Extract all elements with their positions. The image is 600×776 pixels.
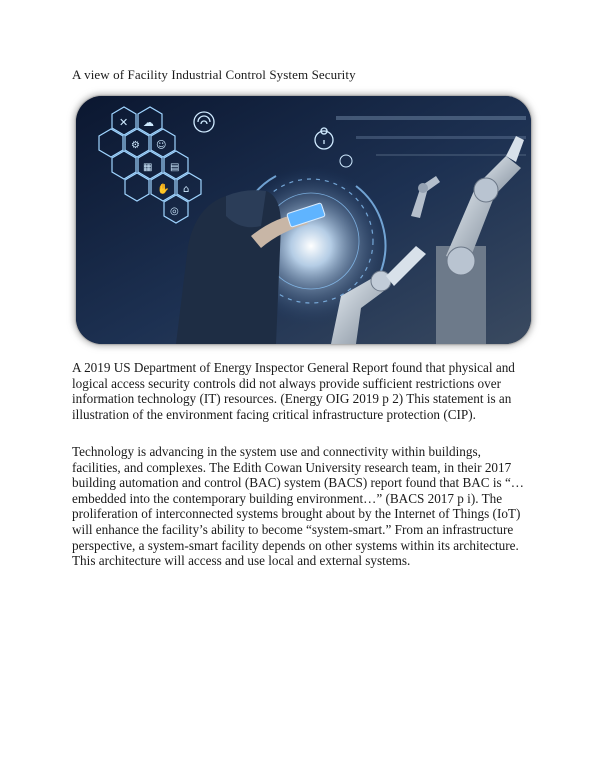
hand-icon: ✋ (157, 184, 170, 195)
robot-icon: ⌂ (183, 184, 190, 195)
people-icon: ☺ (156, 140, 167, 151)
figure-title: A view of Facility Industrial Control System Security (72, 67, 356, 82)
ics-security-illustration (76, 96, 531, 344)
settings-icon: ◎ (170, 206, 179, 217)
paragraph-1: A 2019 US Department of Energy Inspector General Report found that physical and logical access security controls did not always provide sufficient restrictions over information technology (IT) resources. (Energy OIG 2019 p 2) This statement is an illustration of the environment facing critical infrastructure protection (CIP). (72, 360, 515, 422)
gear-icon: ⚙ (131, 140, 140, 151)
chart-icon: ▤ (170, 162, 180, 173)
wrench-screwdriver-icon: ✕ (119, 116, 129, 129)
paragraph-2: Technology is advancing in the system use and connectivity within buildings, facilities, and complexes. The Edith Cowan University research team, in their 2017 building automation and control (BAC) system (BACS) report found that BAC is “… embedded into the contemporary building environment…” (BACS 2017 p i). The proliferation of interconnected systems brought about by the Internet of Things (IoT) will enhance the facility’s ability to become “system-smart.” From an infrastructure perspective, a system-smart facility depends on other systems within its architecture. This architecture will access and use local and external systems. (72, 444, 524, 569)
cloud-icon: ☁ (143, 116, 154, 129)
factory-icon: ▦ (143, 162, 153, 173)
illustration-svg (76, 96, 531, 344)
